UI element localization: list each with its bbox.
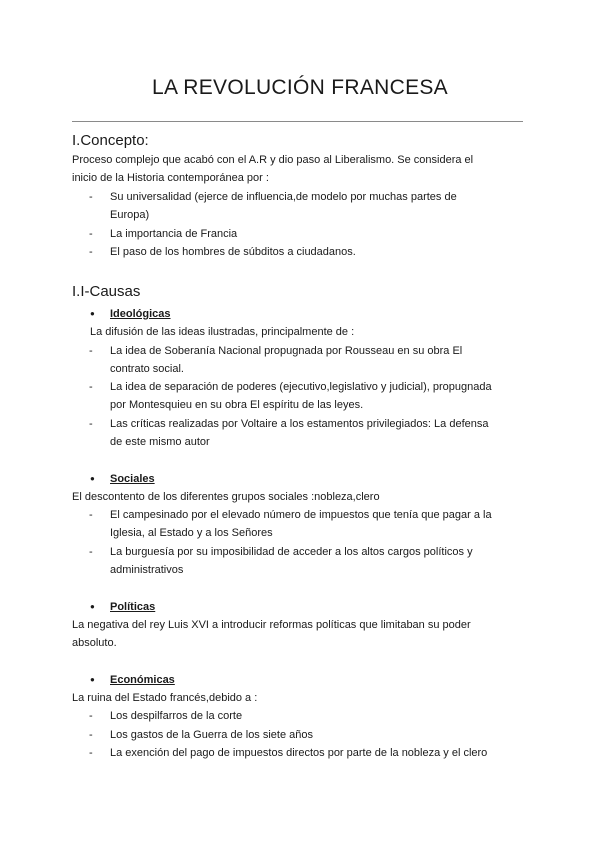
bullet-icon: ● <box>90 309 95 318</box>
economicas-intro: La ruina del Estado francés,debido a : <box>72 692 258 704</box>
economicas-item-3: La exención del pago de impuestos directos por parte de la nobleza y el clero <box>110 747 488 759</box>
ideologicas-item-1-line-1: La idea de Soberanía Nacional propugnada por Rousseau en su obra El <box>110 345 463 357</box>
economicas-label: Económicas <box>110 674 175 686</box>
sociales-intro: El descontento de los diferentes grupos sociales :nobleza,clero <box>72 491 380 503</box>
dash-marker: - <box>89 381 93 393</box>
dash-marker: - <box>89 729 93 741</box>
sociales-label: Sociales <box>110 473 155 485</box>
dash-marker: - <box>89 546 93 558</box>
ideologicas-item-2-line-1: La idea de separación de poderes (ejecutivo,legislativo y judicial), propugnada <box>110 381 492 393</box>
dash-marker: - <box>89 228 93 240</box>
sociales-item-1-line-1: El campesinado por el elevado número de impuestos que tenía que pagar a la <box>110 509 492 521</box>
concepto-item-1-line-1: Su universalidad (ejerce de influencia,de modelo por muchas partes de <box>110 191 457 203</box>
concepto-item-2: La importancia de Francia <box>110 228 238 240</box>
concepto-item-1-line-2: Europa) <box>110 209 150 221</box>
ideologicas-label: Ideológicas <box>110 308 171 320</box>
ideologicas-intro: La difusión de las ideas ilustradas, principalmente de : <box>90 326 355 338</box>
economicas-item-2: Los gastos de la Guerra de los siete años <box>110 729 314 741</box>
concepto-intro-line-2: inicio de la Historia contemporánea por : <box>72 172 269 184</box>
concepto-intro-line-1: Proceso complejo que acabó con el A.R y dio paso al Liberalismo. Se considera el <box>72 154 474 166</box>
politicas-label: Políticas <box>110 601 156 613</box>
dash-marker: - <box>89 246 93 258</box>
concepto-item-3: El paso de los hombres de súbditos a ciudadanos. <box>110 246 356 258</box>
bullet-icon: ● <box>90 474 95 483</box>
sociales-item-1-line-2: Iglesia, al Estado y a los Señores <box>110 527 273 539</box>
dash-marker: - <box>89 345 93 357</box>
economicas-item-1: Los despilfarros de la corte <box>110 710 243 722</box>
dash-marker: - <box>89 747 93 759</box>
dash-marker: - <box>89 191 93 203</box>
ideologicas-item-3-line-1: Las críticas realizadas por Voltaire a los estamentos privilegiados: La defensa <box>110 418 489 430</box>
title-divider <box>72 121 523 122</box>
dash-marker: - <box>89 418 93 430</box>
bullet-icon: ● <box>90 602 95 611</box>
ideologicas-item-2-line-2: por Montesquieu en su obra El espíritu de las leyes. <box>110 399 364 411</box>
sociales-item-2-line-1: La burguesía por su imposibilidad de acceder a los altos cargos políticos y <box>110 546 473 558</box>
ideologicas-item-3-line-2: de este mismo autor <box>110 436 210 448</box>
politicas-line-1: La negativa del rey Luis XVI a introducir reformas políticas que limitaban su poder <box>72 619 471 631</box>
concepto-heading: I.Concepto: <box>72 132 149 149</box>
dash-marker: - <box>89 509 93 521</box>
ideologicas-item-1-line-2: contrato social. <box>110 363 184 375</box>
causas-heading: I.I-Causas <box>72 283 141 300</box>
bullet-icon: ● <box>90 675 95 684</box>
dash-marker: - <box>89 710 93 722</box>
sociales-item-2-line-2: administrativos <box>110 564 184 576</box>
page-title: LA REVOLUCIÓN FRANCESA <box>151 76 448 99</box>
politicas-line-2: absoluto. <box>72 637 117 649</box>
